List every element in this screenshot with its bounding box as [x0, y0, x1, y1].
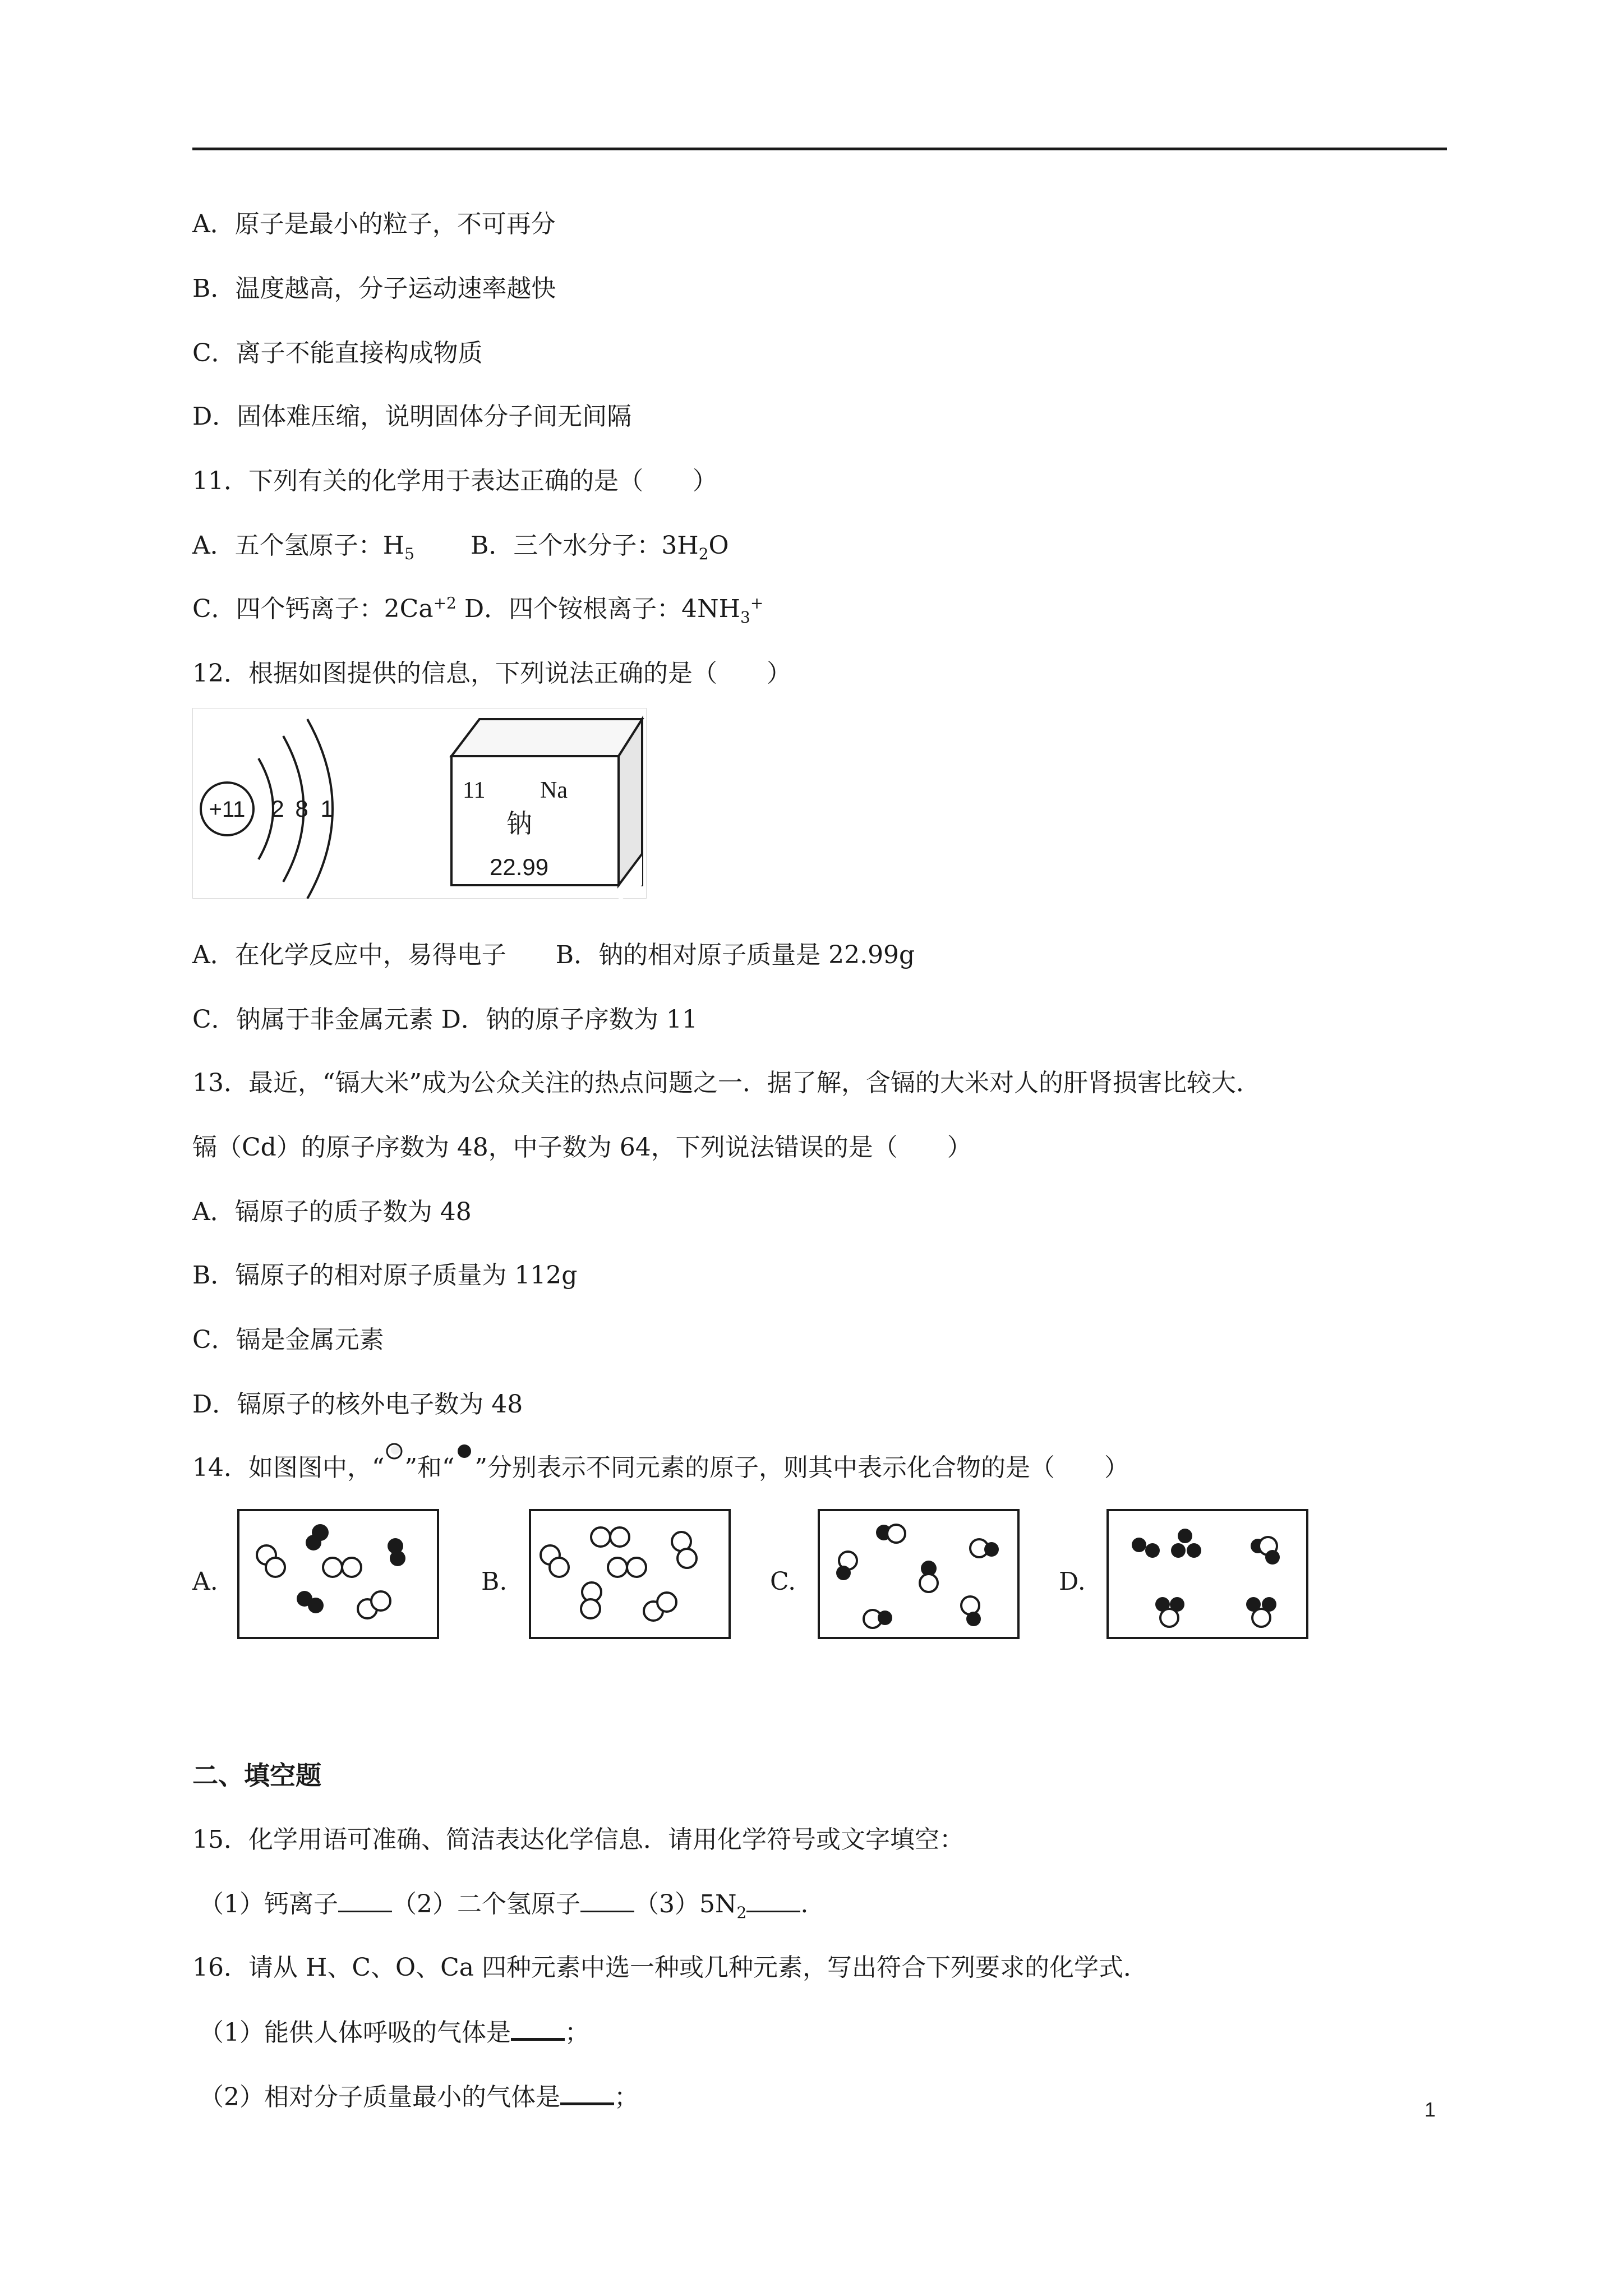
black-atom-icon — [454, 1451, 474, 1474]
shell-2-electrons: 8 — [295, 795, 308, 822]
element-card — [451, 719, 642, 899]
shell-1-electrons: 2 — [271, 795, 284, 822]
q10-option-a: A．原子是最小的粒子，不可再分 — [192, 210, 556, 238]
q16-stem: 16．请从 H、C、O、Ca 四种元素中选一种或几种元素，写出符合下列要求的化学式． — [192, 1953, 1148, 1982]
card-symbol: Na — [540, 777, 568, 803]
q10-option-b: B．温度越高，分子运动速率越快 — [192, 274, 556, 303]
card-atomic-mass: 22.99 — [490, 854, 549, 880]
q14-diagram-c — [818, 1509, 1020, 1639]
q13-option-b: B．镉原子的相对原子质量为 112g — [192, 1261, 578, 1290]
q15-items: （1）钙离子 （2）二个氢原子 $(3)5N_2$ . — [199, 1888, 808, 1921]
q13-option-a: A．镉原子的质子数为 48 — [192, 1198, 472, 1226]
nucleus-label: +11 — [209, 797, 246, 822]
q14-diagram-d — [1106, 1509, 1308, 1639]
q14-diagram-a — [237, 1509, 439, 1639]
q15-blank-2[interactable] — [580, 1888, 634, 1912]
card-element-name: 钠 — [506, 809, 532, 838]
q15-blank-3[interactable] — [746, 1888, 800, 1912]
q16-item-2: （2）相对分子质量最小的气体是 ； — [199, 2080, 639, 2114]
sodium-figure — [192, 708, 647, 899]
q16-blank-1[interactable] — [511, 2016, 565, 2041]
section-title: 二、填空题 — [192, 1760, 321, 1791]
q13-stem-line1: 13．最近，“镉大米”成为公众关注的热点问题之一．据了解，含镉的大米对人的肝肾损害比较大． — [192, 1069, 1261, 1097]
q12-options-cd: C．钠属于非金属元素 D．钠的原子序数为 11 — [192, 1005, 698, 1034]
q13-option-c: C．镉是金属元素 — [192, 1326, 384, 1354]
q14-stem: 14．如图图中，“ ”和“ ”分别表示不同元素的原子，则其中表示化合物的是（ ） — [192, 1451, 1129, 1485]
shell-3-electrons: 1 — [320, 795, 334, 822]
q14-label-c: C. — [770, 1567, 796, 1596]
q14-diagram-b — [529, 1509, 731, 1639]
header-rule — [192, 148, 1447, 150]
q11-options-ab: A．五个氢原子：$H_5$ B．三个水分子：$3H_2O$ — [192, 531, 729, 563]
q16-blank-2[interactable] — [560, 2080, 614, 2105]
white-atom-icon — [384, 1451, 404, 1474]
page-number: 1 — [1424, 2098, 1436, 2121]
q13-stem-line2: 镉（Cd）的原子序数为 48，中子数为 64，下列说法错误的是（ ） — [192, 1133, 972, 1162]
q14-label-b: B. — [481, 1567, 508, 1596]
q12-options-ab: A．在化学反应中，易得电子 B．钠的相对原子质量是 22.99g — [192, 941, 915, 969]
q10-option-d: D．固体难压缩，说明固体分子间无间隔 — [192, 402, 632, 431]
q15-blank-1[interactable] — [338, 1888, 392, 1912]
q10-option-c: C．离子不能直接构成物质 — [192, 339, 483, 367]
q16-item-1: （1）能供人体呼吸的气体是 ； — [199, 2016, 589, 2050]
q11-stem: 11．下列有关的化学用于表达正确的是（ ） — [192, 467, 717, 495]
q13-option-d: D．镉原子的核外电子数为 48 — [192, 1390, 523, 1419]
q14-label-a: A. — [192, 1567, 218, 1596]
q14-label-d: D. — [1059, 1567, 1086, 1596]
q12-stem: 12．根据如图提供的信息，下列说法正确的是（ ） — [192, 659, 791, 688]
card-atomic-number: 11 — [463, 777, 486, 803]
q11-options-cd: C．四个钙离子：$2Ca^{+2}$ D．四个铵根离子：$4NH_3^+$ — [192, 593, 764, 627]
q15-stem: 15．化学用语可准确、简洁表达化学信息．请用化学符号或文字填空： — [192, 1825, 964, 1854]
